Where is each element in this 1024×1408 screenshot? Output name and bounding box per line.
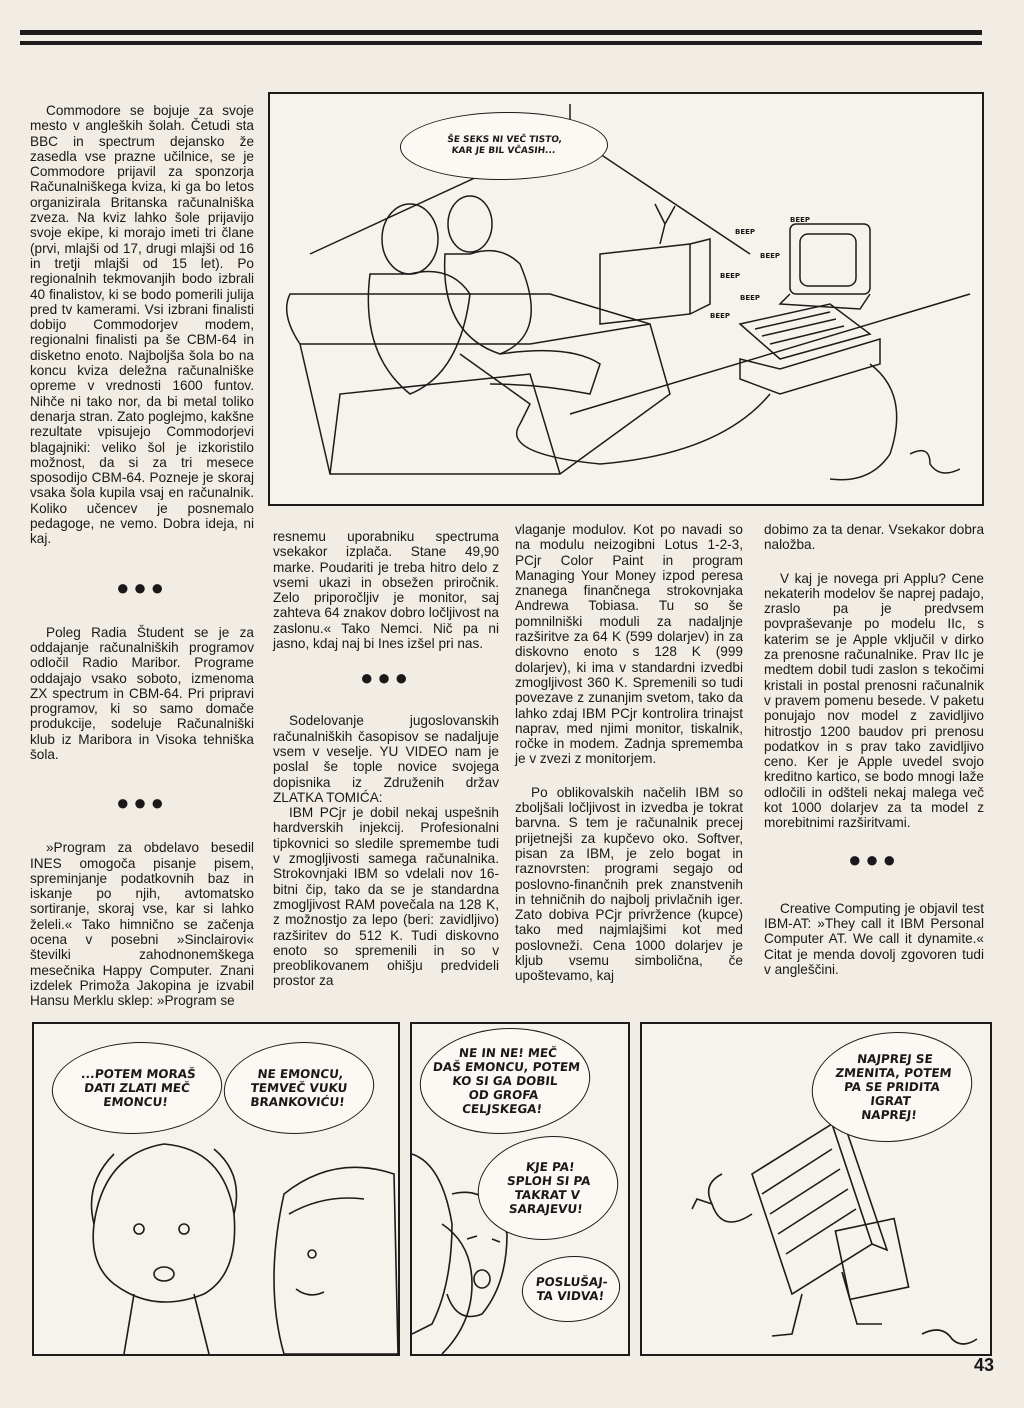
bubble-line: NAPREJ! [860, 1108, 918, 1122]
bubble-line: PA SE PRIDITA [843, 1080, 941, 1094]
beep-label: BEEP [790, 216, 811, 224]
bubble-line: NAJPREJ SE [856, 1052, 934, 1066]
bubble-line: BRANKOVIĆU! [249, 1095, 346, 1109]
article-paragraph: Poleg Radia Študent se je za oddajanje računalniških programov odločil Radio Maribor. Programe oddajajo vsako soboto, izmenoma ZX spectrum in CBM-64. Pri pripravi programov, ki so samo domače produkcije, sodeluje Računalniški klub iz Maribora in Visoka tehniška šola. [30, 624, 254, 762]
bubble-line: SPLOH SI PA [506, 1174, 592, 1188]
article-paragraph: Commodore se bojuje za svoje mesto v angleških šolah. Četudi sta BBC in spectrum dejansko že zasedla vse prazne učilnice, se je Commodore prijavil za sponzorja Računalniškega kviza, ki ga bo letos organizirala Britanska računalniška zveza. Na kviz lahko šole prijavijo svoje ekipe, ki morajo imeti tri člane (prvi, mlajši od 17, drugi mlajši od 16 in tretji mlajši od 15 let). Po regionalnih tekmovanjih bodo izbrali 40 finalistov, ki se bodo pomerili julija pred tv kamerami. Vsi izbrani finalisti dobijo Commodorjev modem, regionalni finalisti pa še CBM-64 in disketno enoto. Najboljša šola bo na koncu kviza deležna računalniške opreme v vrednosti 1600 funtov. Nihče ni tako nor, da bi metal toliko denarja stran. Zato poglejmo, kakšne rezultate vpisujejo Commodorjevi blagajniki: veliko šol je izkoristilo možnost, da si za tri mesece sposodijo CBM-64. Pozneje je skoraj vsaka šola kupila vsaj en računalnik. Koliko učencev je posnemalo pedagoge, ne vemo. Dobra ideja, ni kaj. [30, 103, 254, 547]
bubble-line: TA VIDVA! [535, 1289, 605, 1303]
bubble-line: ZMENITA, POTEM [834, 1066, 953, 1080]
column-1 [30, 103, 254, 1009]
bubble-line: TEMVEČ VUKU [249, 1081, 349, 1095]
article-paragraph: V kaj je novega pri Applu? Cene nekaterih modelov še naprej padajo, zraslo pa je predvsem povpraševanje po modelu IIc, s katerim se je Apple vključil v dirko za prenosne računalnike. Prav IIc je medtem dobil tudi zaslon s tekočimi kristali in postal prenosni računalnik v pravem pomenu besede. V paketu ponujajo nov model z zavidljivo hitrostjo 1200 baudov pri prenosu podatkov in s prav tako zavidljivo ceno. Ker je Apple uvedel svojo kreditno kartico, se bodo mnogi laže odločili in odšteli nekaj malega več kot 1000 dolarjev za ta model z morebitnimi razširitvami. [764, 570, 984, 831]
comic-panel-1 [32, 1022, 400, 1356]
bubble-line: KAR JE BIL VČASIH... [451, 146, 556, 156]
beep-label: BEEP [735, 228, 756, 236]
article-paragraph: IBM PCjr je dobil nekaj uspešnih hardverskih injekcij. Profesionalni tipkovnici so sledile spremembe tudi v zmogljivosti samega računalnika. Strokovnjaki IBM so vdelali nov 16-bitni čip, tako da se je standardna zmogljivost RAM povečala na 128 K, z možnostjo za lepo (beri: zavidljivo) razširitev do 512 K. Tudi diskovno enoto so spremenili in so v preoblikovanem ohišju predvideli prostor za [273, 805, 499, 989]
header-rule-thick [20, 30, 982, 35]
bubble-line: SARAJEVU! [508, 1202, 584, 1216]
beep-label: BEEP [740, 294, 761, 302]
bubble-line: NE IN NE! MEČ [458, 1046, 558, 1060]
bubble-line: OD GROFA [467, 1088, 540, 1102]
section-separator: ●●● [360, 665, 412, 691]
article-paragraph: Creative Computing je objavil test IBM-AT: »They call it IBM Personal Computer AT. We call it dynamite.« Citat je menda dovolj zgovoren tudi v angleščini. [764, 900, 984, 977]
cartoon-top-panel [268, 92, 984, 506]
bubble-line: KJE PA! [525, 1160, 576, 1174]
section-separator: ●●● [848, 846, 900, 872]
bubble-line: DATI ZLATI MEČ [83, 1081, 191, 1095]
cartoon-top-drawing [270, 94, 982, 504]
bubble-line: DAŠ EMONCU, POTEM [432, 1060, 581, 1074]
article-paragraph: Sodelovanje jugoslovanskih računalniških časopisov se nadaljuje vsem v veselje. YU VIDEO nam je poslal še tople novice svojega dopisnika iz Združenih držav ZLATKA TOMIĆA: [273, 713, 499, 805]
bubble-line: TAKRAT V [513, 1188, 581, 1202]
beep-label: BEEP [760, 252, 781, 260]
column-2 [273, 529, 499, 989]
beep-label: BEEP [710, 312, 731, 320]
article-paragraph: Po oblikovalskih načelih IBM so zboljšali ločljivost in izvedba je tokrat barvna. S tem je računalnik precej prijetnejši za kupčevo oko. Softver, pisan za IBM, je zelo bogat in raznovrsten: programi segajo od poslovno-finančnih prek znanstvenih in tehničnih do najbolj privlačnih iger. Zato dobiva PCjr privržence (kupce) tako med najmlajšimi kot med poslovneži. Cena 1000 dolarjev je kljub vsemu simbolična, če upoštevamo, kaj [515, 784, 743, 984]
bubble-line: POSLUŠAJ- [535, 1275, 609, 1289]
column-4 [764, 522, 984, 977]
bubble-line: KO SI GA DOBIL [451, 1074, 559, 1088]
beep-label: BEEP [720, 272, 741, 280]
bubble-line: NE EMONCU, [256, 1067, 345, 1081]
header-rule-thin [20, 41, 982, 45]
comic-panel-2 [410, 1022, 630, 1356]
bubble-line: ŠE SEKS NI VEČ TISTO, [446, 135, 563, 145]
article-paragraph: »Program za obdelavo besedil INES omogoča pisanje pisem, spreminjanje podatkovnih baz in iskanje po njih, avtomatsko sortiranje, skoraj vse, kar si lahko želeli.« Tako himnično se začenja ocena v posebni »Sinclairovi« številki zahodnonemškega mesečnika Happy Computer. Znani izdelek Primoža Jakopina je izvabil Hansu Merklu sklep: »Program se [30, 840, 254, 1009]
bubble-line: ...POTEM MORAŠ [80, 1067, 197, 1081]
column-3 [515, 522, 743, 984]
page-number: 43 [973, 1355, 994, 1375]
article-paragraph: dobimo za ta denar. Vsekakor dobra naložba. [764, 522, 984, 553]
bubble-line: EMONCU! [102, 1095, 169, 1109]
bubble-line: IGRAT [869, 1094, 912, 1108]
section-separator: ●●● [116, 574, 168, 600]
article-paragraph: resnemu uporabniku spectruma vsekakor izplača. Stane 49,90 marke. Poudariti je treba hitro delo z vsemi ukazi in obsežen priročnik. Zelo priporočljiv je monitor, saj zahteva 64 znakov dobro ločljivost na zaslonu.« Tako Nemci. Nič pa ni jasno, kdaj naj bi Ines izšel pri nas. [273, 529, 499, 652]
comic-panel-3 [640, 1022, 992, 1356]
article-paragraph: vlaganje modulov. Kot po navadi so na modulu neizogibni Lotus 1-2-3, PCjr Color Paint in program Managing Your Money izpod peresa znanega finančnega strokovnjaka Andrewa Tobiasa. Tu so še pomnilniški moduli za nadaljnje razširitve za 64 K (599 dolarjev) in za diskovno enoto s 128 K (999 dolarjev), ki ima v standardni izvedbi zmogljivost 360 K. Spremenili so tudi povezave z zunanjim svetom, tako da lahko zdaj IBM PCjr kontrolira trinajst naprav, med njimi monitor, tiskalnik, ročke in modem. Zadnja sprememba je v zvezi z monitorjem. [515, 522, 743, 767]
bubble-line: CELJSKEGA! [461, 1102, 543, 1116]
section-separator: ●●● [116, 790, 168, 816]
